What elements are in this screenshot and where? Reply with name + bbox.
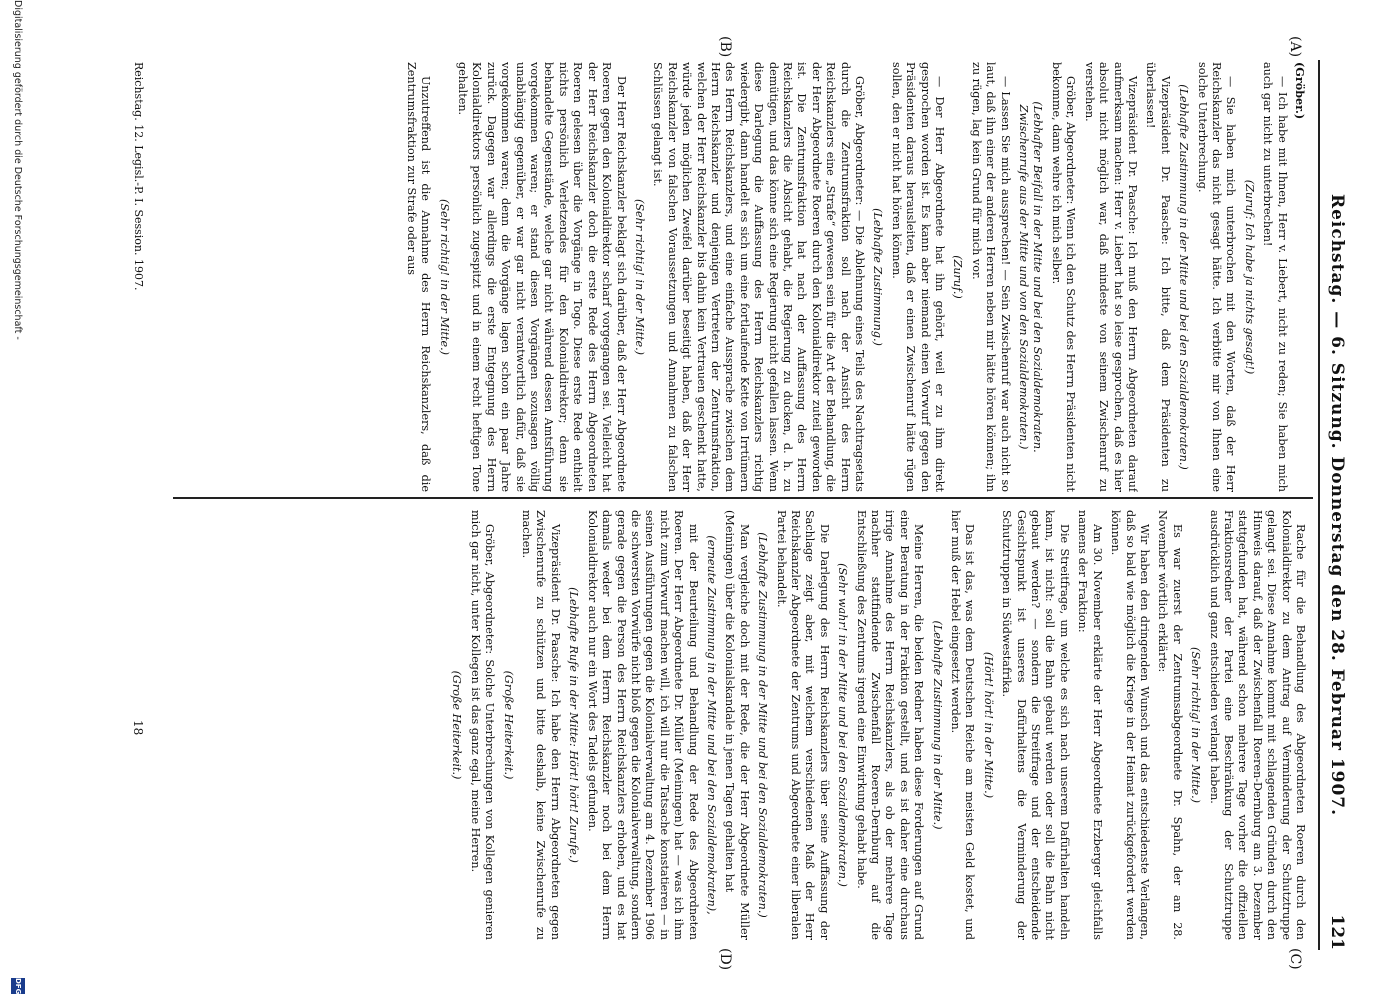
- footer-session-info: Reichstag. 12. Legisl.-P. I. Session. 1907.: [132, 62, 145, 291]
- left-column-paragraph: Unzutreffend ist die Annahme des Herrn Reichskanzlers, daß die Zentrumsfraktion zur Strafe oder aus: [404, 62, 433, 492]
- right-column-paragraph: Wir haben den dringenden Wunsch und das entschiedenste Verlangen, daß so bald wie möglich die Kriege in der Heimat zurückgefordert werden können.: [1109, 510, 1151, 940]
- left-column-paragraph: Der Herr Reichskanzler beklagt sich darüber, daß der Herr Abgeordnete Roeren gegen den Kolonialdirektor scharf vorgegangen sei. Vielleicht hat der Herr Reichskanzler doch die erste Rede des Herrn Abgeordneten Roeren gelesen über die Vorgänge in Togo. Diese erste Rede enthielt nichts persönlich Verletzendes für den Kolonialdirektor; denn sie behandelte Gegenstände, welche gar nicht während dessen Amtsführung vorgekommen waren; er stand diesen Vorgängen sozusagen völlig unabhängig gegenüber, er war gar nicht verantwortlich dafür, daß sie vorgekommen waren; denn die Vorgänge lagen schon ein paar Jahre zurück. Dagegen war allerdings die erste Entgegnung des Herrn Kolonialdirektors persönlich zugespitzt und in einem recht heftigen Tone gehalten.: [456, 62, 628, 492]
- right-column-paragraph: (Große Heiterkeit.): [450, 670, 464, 780]
- right-column-paragraph: Die Darlegung des Herrn Reichskanzlers über seine Auffassung der Sachlage zeigt aber, mit welchem verschiedenen Maß der Herr Reichskanzler Abgeordnete der Zentrums und Abgeordnete einer liberalen Partei behandelt.: [774, 510, 831, 940]
- margin-mark-d: (D): [717, 948, 733, 971]
- right-column-paragraph: (Große Heiterkeit.): [501, 670, 515, 780]
- left-column-paragraph: (Sehr richtig! in der Mitte.): [632, 198, 646, 356]
- header-title: Reichstag. — 6. Sitzung. Donnerstag den 28. Februar 1907.: [1327, 193, 1347, 817]
- right-column-paragraph: Es war zuerst der Zentrumsabgeordnete Dr. Spahn, der am 28. November wörtlich erklärte:: [1156, 510, 1184, 940]
- left-column-paragraph: (Gröber.): [1293, 62, 1307, 120]
- right-column: [147, 510, 1307, 940]
- left-column-paragraph: — Der Herr Abgeordnete hat ihn gehört, weil er zu ihm direkt gesprochen worden ist. Es kann aber niemand einen Vorwurf gegen den Präsidenten daraus herausleiten, daß er einen Zwischenruf hätte rügen sollen, den er nicht hat hören können.: [889, 62, 947, 492]
- left-column-paragraph: (Zuruf.): [951, 255, 965, 299]
- right-column-paragraph: Die Streitfrage, um welche es sich nach unserem Dafürhalten handeln kann, ist nicht: soll die Bahn gebaut werden oder soll die Bahn nicht gebaut werden? — sondern die Streitfrage und der entscheidende Gesichtspunkt ist unseres Dafürhaltens die Verminderung der Schutztruppen in Südwestafrika.: [1000, 510, 1071, 940]
- right-column-paragraph: mit der Beurteilung und Behandlung der Rede des Abgeordneten Roeren. Der Herr Abgeordnete Dr. Müller (Meiningen) hat — was ich ihm nicht zum Vorwurf machen will, ich will nur die Tatsache konstatieren — in seinen Ausführungen gegen die Kolonialverwaltung am 4. Dezember 1906 die schwersten Vorwürfe nicht bloß gegen die Kolonialverwaltung, sondern gerade gegen die Person des Herrn Reichskanzlers erhoben, und es hat damals weder bei dem Herrn Reichskanzler noch bei dem Herrn Kolonialdirektor auch nur ein Wort des Tadels gefunden.: [585, 510, 700, 940]
- right-column-paragraph: (Sehr richtig! in der Mitte.): [1189, 646, 1203, 804]
- dfg-logo: DFG: [11, 978, 25, 994]
- margin-mark-b: (B): [717, 36, 733, 58]
- right-column-paragraph: Rache für die Behandlung des Abgeordneten Roeren durch den Kolonialdirektor zu dem Antrag auf Verminderung der Schutztruppe gelangt sei. Diese Annahme kommt mit schlagenden Gründen durch den Hinweis darauf, daß der Zwischenfall Roeren-Dernburg am 3. Dezember stattgefunden hat, während schon mehrere Tage vorher die offiziellen Fraktionsredner der Partei eine Beschränkung der Schutztruppe ausdrücklich und ganz entschieden verlangt haben.: [1207, 510, 1307, 940]
- right-column-paragraph: Man vergleiche doch mit der Rede, die der Herr Abgeordnete Müller (Meiningen) über die Kolonialskandale in jenen Tagen gehalten hat: [723, 510, 751, 940]
- right-column-paragraph: Vizepräsident Dr. Paasche: Ich habe den Herrn Abgeordneten gegen Zwischenrufe zu schützen und bitte deshalb, keine Zwischenrufe zu machen.: [520, 510, 562, 940]
- margin-mark-c: (C): [1287, 948, 1303, 970]
- right-column-paragraph: Am 30. November erklärte der Herr Abgeordnete Erzberger gleichfalls namens der Fraktion:: [1076, 510, 1104, 940]
- digitization-credit: Digitalisierung gefördert durch die Deutsche Forschungsgemeinschaft -: [12, 0, 23, 340]
- right-column-paragraph: (Lebhafte Zustimmung in der Mitte.): [930, 620, 944, 830]
- right-column-paragraph: (Hört! hört! in der Mitte.): [981, 651, 995, 799]
- footer-page-number: 18: [131, 720, 145, 736]
- left-column-paragraph: — Ich habe mit Ihnen, Herr v. Liebert, nicht zu reden; Sie haben mich auch gar nicht zu unterbrechen!: [1261, 62, 1289, 492]
- page-header: [1319, 60, 1347, 950]
- left-column-paragraph: Gröber, Abgeordneter: Wenn ich den Schutz des Herrn Präsidenten nicht bekomme, dann wehre ich mich selber.: [1049, 62, 1078, 492]
- left-column-paragraph: (Zuruf: Ich habe ja nichts gesagt!): [1242, 179, 1256, 375]
- right-column-paragraph: (Lebhafte Zustimmung in der Mitte und bei den Sozialdemokraten.): [756, 532, 770, 918]
- column-divider: [173, 497, 1313, 499]
- left-column-paragraph: (Lebhafte Zustimmung.): [871, 208, 885, 346]
- left-column-paragraph: (Sehr richtig! in der Mitte.): [437, 198, 451, 356]
- right-column-paragraph: (erneute Zustimmung in der Mitte und bei den Sozialdemokraten),: [704, 535, 718, 915]
- right-column-paragraph: Das ist das, was dem Deutschen Reiche am meisten Geld kostet, und hier muß der Hebel eingesetzt werden.: [949, 510, 977, 940]
- right-column-paragraph: Gröber, Abgeordneter: Solche Unterbrechungen von Kollegen genieren mich gar nicht, unter Kollegen ist das ganz egal, meine Herren.: [468, 510, 497, 940]
- left-column-paragraph: (Lebhafter Beifall in der Mitte und bei den Sozialdemokraten. Zwischenrufe aus der Mitte und von den Sozialdemokraten.): [1017, 101, 1045, 453]
- left-column: [147, 62, 1307, 492]
- left-column-paragraph: Gröber, Abgeordneter: — Die Ablehnung eines Teils des Nachtragsetats durch die Zentrumsfraktion soll nach der Ansicht des Herrn Reichskanzlers eine „Strafe“ gewesen sein für die Art der Behandlung, die der Herr Abgeordnete Roeren durch den Kolonialdirektor zuteil geworden ist. Die Zentrumsfraktion hat nach der Auffassung des Herrn Reichskanzlers die Absicht gehabt, die Regierung zu ducken, d. h. zu demütigen, und das könne sich eine Regierung nicht gefallen lassen. Wenn diese Darlegung die Auffassung des Herrn Reichskanzlers richtig wiedergibt, dann handelt es sich um eine fortlaufende Kette von Irrtümern des Herrn Reichskanzlers, und eine einfache Aussprache zwischen dem Herrn Reichskanzler und denjenigen Vertretern der Zentrumsfraktion, welchen der Herr Reichskanzler bis dahin kein Vertrauen geschenkt hatte, würde jeden möglichen Zweifel darüber beseitigt haben, daß der Herr Reichskanzler von falschen Voraussetzungen und Annahmen zu falschen Schlüssen gelangt ist.: [651, 62, 867, 492]
- left-column-paragraph: Vizepräsident Dr. Paasche: Ich muß den Herrn Abgeordneten darauf aufmerksam machen: Herr v. Liebert hat so leise gesprochen, daß es hier absolut nicht möglich war, daß mindeste von seinem Zwischenruf zu verstehen.: [1082, 62, 1139, 492]
- margin-mark-a: (A): [1287, 36, 1303, 58]
- header-rule: [1318, 60, 1320, 950]
- right-column-paragraph: (Sehr wahr! in der Mitte und bei den Sozialdemokraten.): [836, 563, 850, 887]
- left-column-paragraph: Vizepräsident Dr. Paasche: Ich bitte, daß dem Präsidenten zu überlassen!: [1144, 62, 1172, 492]
- left-column-paragraph: — Sie haben mich unterbrochen mit den Worten, daß der Herr Reichskanzler das nicht gesagt hätte. Ich verbitte mir von Ihnen eine solche Unterbrechung.: [1195, 62, 1238, 492]
- right-column-paragraph: Meine Herren, die beiden Redner haben diese Forderungen auf Grund einer Beratung in der Fraktion gestellt, und es ist daher eine durchaus irrige Annahme des Herrn Reichskanzlers, als ob der mehrere Tage nachher stattfindende Zwischenfall Roeren-Dernburg auf die Entschließung des Zentrums irgend eine Einwirkung gehabt habe.: [854, 510, 926, 940]
- right-column-paragraph: (Lebhafte Rufe in der Mitte: Hört! hört! Zurufe.): [567, 587, 581, 863]
- header-page-number: 121: [1327, 914, 1347, 950]
- left-column-paragraph: — Lassen Sie mich aussprechen! — Sein Zwischenruf war auch nicht so laut, daß ihn einer der anderen Herren neben mir hätte hören können; ihn zu rügen, lag kein Grund für mich vor.: [969, 62, 1012, 492]
- left-column-paragraph: (Lebhafte Zustimmung in der Mitte und bei den Sozialdemokraten.): [1177, 84, 1191, 470]
